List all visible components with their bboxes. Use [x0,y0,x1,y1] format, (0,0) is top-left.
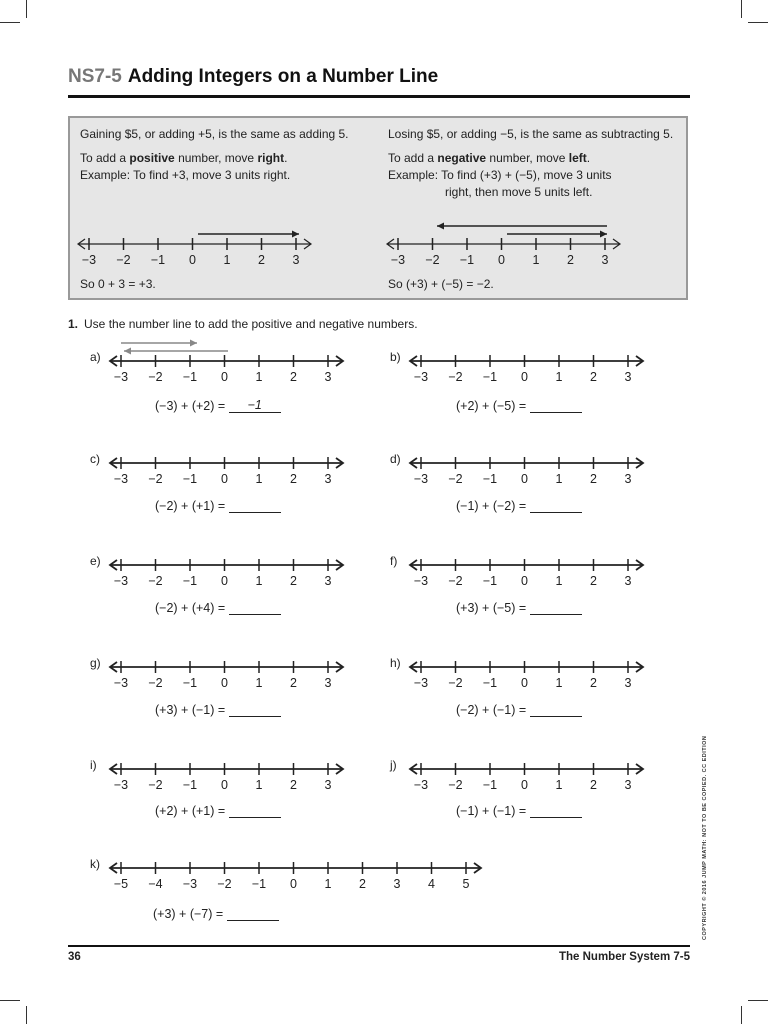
number-line-k [110,862,481,891]
positive-intro: Gaining $5, or adding +5, is the same as adding 5. [80,127,349,141]
tick-label: 1 [532,253,540,267]
tick-label: 0 [521,676,528,690]
tick-label: 2 [590,676,597,690]
tick-label: −2 [148,676,163,690]
tick-label: −5 [113,877,129,891]
tick-label: 2 [590,370,597,384]
tick-label: 1 [324,877,332,891]
tick-label: 0 [221,574,228,588]
tick-label: −3 [113,370,129,384]
number-line-a [110,355,343,384]
tick-label: 1 [555,574,563,588]
tick-label: 0 [521,574,528,588]
problem-equation: (+2) + (+1) = [155,803,281,818]
tick-label: 4 [428,877,435,891]
tick-label: 1 [555,472,563,486]
tick-label: −1 [482,370,498,384]
tick-label: −2 [425,253,440,267]
arrow-left-icon [110,764,117,774]
tick-label: −3 [81,253,97,267]
section-name: The Number System 7-5 [558,951,690,963]
tick-label: 3 [292,253,300,267]
tick-label: 3 [624,370,632,384]
number-line-h [410,661,643,690]
problem-equation: (−3) + (+2) = −1 [155,398,281,413]
arrow-right-icon [636,356,643,366]
answer-blank[interactable] [229,803,281,818]
tick-label: −2 [148,472,163,486]
problem-label: c) [90,452,100,466]
tick-label: −1 [251,877,267,891]
tick-label: 3 [324,370,332,384]
tick-label: 1 [255,676,263,690]
answer-blank[interactable] [530,398,582,413]
number-line-e [110,559,343,588]
footer-rule [68,945,690,947]
tick-label: −3 [413,676,429,690]
crop-mark [0,1000,20,1001]
problem-label: f) [390,554,398,568]
tick-label: 2 [590,778,597,792]
tick-label: 5 [462,877,470,891]
copyright-notice: COPYRIGHT © 2016 JUMP MATH: NOT TO BE COPIED. CC EDITION [702,735,708,940]
tick-label: −2 [148,370,163,384]
tick-label: 2 [290,676,297,690]
tick-label: 1 [555,370,563,384]
arrow-right-icon [636,560,643,570]
negative-example-cont: right, then move 5 units left. [445,185,593,199]
problem-label: b) [390,350,401,364]
tick-label: 3 [324,778,332,792]
tick-label: −1 [182,472,198,486]
tick-label: 0 [521,472,528,486]
crop-mark [0,22,20,23]
positive-explanation [80,126,350,184]
tick-label: 1 [555,676,563,690]
worked-move-right-arrow-head-icon [190,340,197,347]
negative-intro: Losing $5, or adding −5, is the same as subtracting 5. [388,127,674,141]
answer-blank[interactable] [227,906,279,921]
tick-label: 0 [521,778,528,792]
tick-label: 0 [221,778,228,792]
arrow-left-icon [410,764,417,774]
tick-label: 1 [255,370,263,384]
number-line-c [110,457,343,486]
tick-label: −2 [148,778,163,792]
tick-label: −1 [482,574,498,588]
tick-label: 3 [624,676,632,690]
problem-label: g) [90,656,101,670]
problem-equation: (−2) + (+1) = [155,498,281,513]
answer-blank[interactable] [530,600,582,615]
tick-label: 1 [223,253,231,267]
tick-label: −2 [448,778,463,792]
tick-label: −1 [182,676,198,690]
arrow-left-icon [110,662,117,672]
negative-summary: So (+3) + (−5) = −2. [388,277,494,291]
tick-label: 0 [290,877,297,891]
tick-label: −2 [448,574,463,588]
lesson-code: NS7-5 [68,66,122,87]
crop-mark [741,0,742,18]
problem-equation: (−1) + (−1) = [456,803,582,818]
problem-label: j) [390,758,397,772]
answer-blank[interactable] [530,803,582,818]
arrow-right-icon [336,560,343,570]
tick-label: −3 [413,778,429,792]
problem-equation: (−2) + (−1) = [456,702,582,717]
tick-label: 3 [624,472,632,486]
arrow-left-icon [410,458,417,468]
tick-label: 0 [221,676,228,690]
tick-label: 1 [255,472,263,486]
problem-equation: (+3) + (−5) = [456,600,582,615]
tick-label: 0 [221,472,228,486]
crop-mark [748,22,768,23]
number-line-f [410,559,643,588]
problem-equation: (+3) + (−7) = [153,906,279,921]
tick-label: 3 [324,676,332,690]
tick-label: −3 [113,574,129,588]
tick-label: −3 [182,877,198,891]
arrow-right-icon [336,458,343,468]
negative-example: Example: To find (+3) + (−5), move 3 units [388,168,612,182]
answer-blank[interactable] [229,498,281,513]
arrow-right-icon [636,764,643,774]
answer-blank[interactable] [530,702,582,717]
answer-blank[interactable] [530,498,582,513]
tick-label: −3 [413,472,429,486]
number-line-j [410,763,643,792]
arrow-right-icon [336,662,343,672]
number-line-g [110,661,343,690]
tick-label: 0 [221,370,228,384]
arrow-right-icon [336,356,343,366]
tick-label: −2 [448,472,463,486]
tick-label: −4 [148,877,163,891]
number-line-b [410,355,643,384]
tick-label: −3 [113,778,129,792]
arrow-left-icon [410,356,417,366]
problem-equation: (+3) + (−1) = [155,702,281,717]
tick-label: 1 [255,778,263,792]
positive-example: Example: To find +3, move 3 units right. [80,168,291,182]
arrow-right-icon [336,764,343,774]
problem-label: e) [90,554,101,568]
crop-mark [748,1000,768,1001]
tick-label: −1 [182,370,198,384]
tick-label: 2 [258,253,265,267]
arrow-right-icon [636,662,643,672]
number-line-i [110,763,343,792]
tick-label: 3 [624,778,632,792]
tick-label: −1 [459,253,475,267]
arrow-left-icon [110,560,117,570]
tick-label: 2 [290,574,297,588]
tick-label: 3 [393,877,401,891]
tick-label: 2 [590,574,597,588]
answer-blank[interactable] [229,600,281,615]
tick-label: 1 [255,574,263,588]
arrow-left-icon [110,863,117,873]
tick-label: 0 [189,253,196,267]
positive-summary: So 0 + 3 = +3. [80,277,156,291]
problem-label: d) [390,452,401,466]
question-instruction: 1. Use the number line to add the positive and negative numbers. [68,317,418,331]
positive-rule: To add a positive number, move right. [80,151,288,165]
explanation-box [68,116,688,300]
tick-label: −1 [482,778,498,792]
crop-mark [26,0,27,18]
header-rule [68,95,690,98]
tick-label: 2 [290,778,297,792]
worked-move-left-arrow-head-icon [124,348,131,355]
page-number: 36 [68,951,81,963]
problem-equation: (+2) + (−5) = [456,398,582,413]
answer-blank[interactable] [229,702,281,717]
arrow-left-icon [110,458,117,468]
number-line-d [410,457,643,486]
tick-label: −1 [482,472,498,486]
tick-label: 3 [601,253,609,267]
tick-label: −3 [113,472,129,486]
crop-mark [741,1006,742,1024]
negative-rule: To add a negative number, move left. [388,151,591,165]
tick-label: −3 [390,253,406,267]
answer-blank[interactable]: −1 [229,398,281,413]
tick-label: −2 [448,370,463,384]
problem-label: h) [390,656,401,670]
tick-label: −1 [482,676,498,690]
crop-mark [26,1006,27,1024]
arrow-right-icon [474,863,481,873]
tick-label: −3 [113,676,129,690]
tick-label: 2 [359,877,366,891]
tick-label: −1 [150,253,166,267]
arrow-left-icon [110,356,117,366]
tick-label: 3 [324,574,332,588]
tick-label: −2 [116,253,131,267]
arrow-left-icon [410,560,417,570]
tick-label: −2 [217,877,232,891]
tick-label: 0 [498,253,505,267]
page-header [68,66,690,94]
tick-label: 2 [290,472,297,486]
tick-label: 1 [555,778,563,792]
problem-label: i) [90,758,97,772]
tick-label: 2 [290,370,297,384]
problem-equation: (−2) + (+4) = [155,600,281,615]
tick-label: 3 [624,574,632,588]
tick-label: −3 [413,574,429,588]
negative-explanation [388,126,678,201]
tick-label: −1 [182,778,198,792]
tick-label: 2 [567,253,574,267]
tick-label: 2 [590,472,597,486]
arrow-left-icon [410,662,417,672]
tick-label: −3 [413,370,429,384]
problem-label: k) [90,857,100,871]
tick-label: −1 [182,574,198,588]
tick-label: −2 [448,676,463,690]
tick-label: 3 [324,472,332,486]
arrow-right-icon [636,458,643,468]
problem-equation: (−1) + (−2) = [456,498,582,513]
tick-label: −2 [148,574,163,588]
page-title: Adding Integers on a Number Line [127,66,439,87]
problem-label: a) [90,350,101,364]
tick-label: 0 [521,370,528,384]
